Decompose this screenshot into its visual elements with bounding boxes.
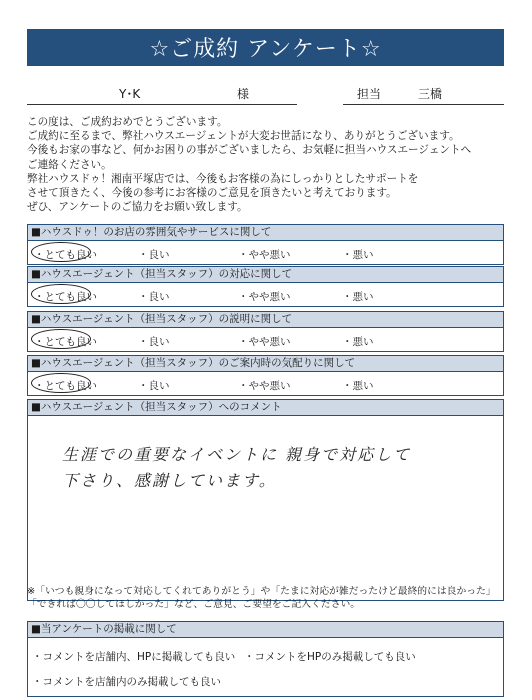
rating-options — [28, 372, 503, 395]
intro-line: 今後もお家の事など、何かお困りの事がございましたら、お気軽に担当ハウスエージェントへ — [27, 144, 472, 157]
rating-options — [28, 328, 503, 351]
question-staff-consideration — [27, 355, 504, 396]
option-very-good[interactable]: ・とても良い — [34, 249, 97, 261]
intro-line: ご成約に至るまで、弊社ハウスエージェントが大変お世話になり、ありがとうございます。 — [27, 130, 460, 143]
honorific: 様 — [237, 87, 250, 101]
option-bad[interactable]: ・悪い — [342, 249, 374, 261]
rating-options — [28, 241, 503, 264]
option-very-good[interactable]: ・とても良い — [34, 291, 97, 303]
question-label: ■ハウスドゥ！のお店の雰囲気やサービスに関して — [28, 225, 503, 241]
comment-note — [27, 586, 496, 611]
question-label: ■ハウスエージェント（担当スタッフ）の説明に関して — [28, 312, 503, 328]
note-line: ※「いつも親身になって対応してくれてありがとう」や「たまに対応が雑だったけど最終的には良かった」 — [27, 586, 496, 597]
comment-line: 生涯での重要なイベントに 親身で対応して — [62, 445, 412, 464]
option-bad[interactable]: ・悪い — [342, 291, 374, 303]
intro-line: 弊社ハウスドゥ！湘南平塚店では、今後もお客様の為にしっかりとしたサポートを — [27, 172, 419, 185]
survey-title: ☆ご成約 アンケート☆ — [27, 29, 504, 66]
rating-options — [28, 283, 503, 306]
option-good[interactable]: ・良い — [138, 249, 170, 261]
question-staff-response — [27, 266, 504, 307]
publish-option-hp-only[interactable]: ・コメントをHPのみ掲載しても良い — [244, 651, 416, 663]
intro-line: この度は、ご成約おめでとうございます。 — [27, 116, 228, 128]
option-somewhat-bad[interactable]: ・やや悪い — [238, 291, 291, 303]
question-staff-explanation — [27, 311, 504, 352]
option-very-good[interactable]: ・とても良い — [34, 380, 97, 392]
option-somewhat-bad[interactable]: ・やや悪い — [238, 336, 291, 348]
intro-line: ぜひ、アンケートのご協力をお願い致します。 — [27, 201, 248, 214]
comment-line: 下さり、感謝しています。 — [62, 471, 277, 490]
option-good[interactable]: ・良い — [138, 336, 170, 348]
option-good[interactable]: ・良い — [138, 291, 170, 303]
question-label: ■ハウスエージェント（担当スタッフ）の対応に関して — [28, 267, 503, 283]
comment-area[interactable] — [28, 416, 503, 600]
comment-label: ■ハウスエージェント（担当スタッフ）へのコメント — [28, 400, 503, 416]
intro-line: させて頂きたく、今後の参考にお客様のご意見を頂きたいと考えております。 — [27, 187, 397, 200]
publish-label: ■当アンケートの掲載に関して — [28, 622, 503, 638]
intro-text — [27, 115, 507, 214]
staff-field[interactable] — [343, 82, 504, 105]
staff-label: 担当 — [357, 87, 382, 101]
question-store-atmosphere — [27, 224, 504, 265]
option-bad[interactable]: ・悪い — [342, 380, 374, 392]
option-good[interactable]: ・良い — [138, 380, 170, 392]
publish-option-store-and-hp[interactable]: ・コメントを店舗内、HPに掲載しても良い — [32, 651, 236, 663]
publish-section — [27, 621, 504, 697]
customer-name-field[interactable] — [27, 82, 297, 105]
comment-section — [27, 399, 504, 601]
intro-line: ご連絡ください。 — [27, 158, 112, 171]
staff-name: 三橋 — [418, 87, 443, 101]
customer-name: Y･K — [119, 87, 141, 101]
option-somewhat-bad[interactable]: ・やや悪い — [238, 249, 291, 261]
publish-option-store-only[interactable]: ・コメントを店舗内のみ掲載しても良い — [32, 676, 221, 688]
option-bad[interactable]: ・悪い — [342, 336, 374, 348]
question-label: ■ハウスエージェント（担当スタッフ）のご案内時の気配りに関して — [28, 356, 503, 372]
option-somewhat-bad[interactable]: ・やや悪い — [238, 380, 291, 392]
note-line: 「できれば〇〇してほしかった」など、ご意見、ご要望をご記入ください。 — [27, 598, 361, 610]
option-very-good[interactable]: ・とても良い — [34, 336, 97, 348]
